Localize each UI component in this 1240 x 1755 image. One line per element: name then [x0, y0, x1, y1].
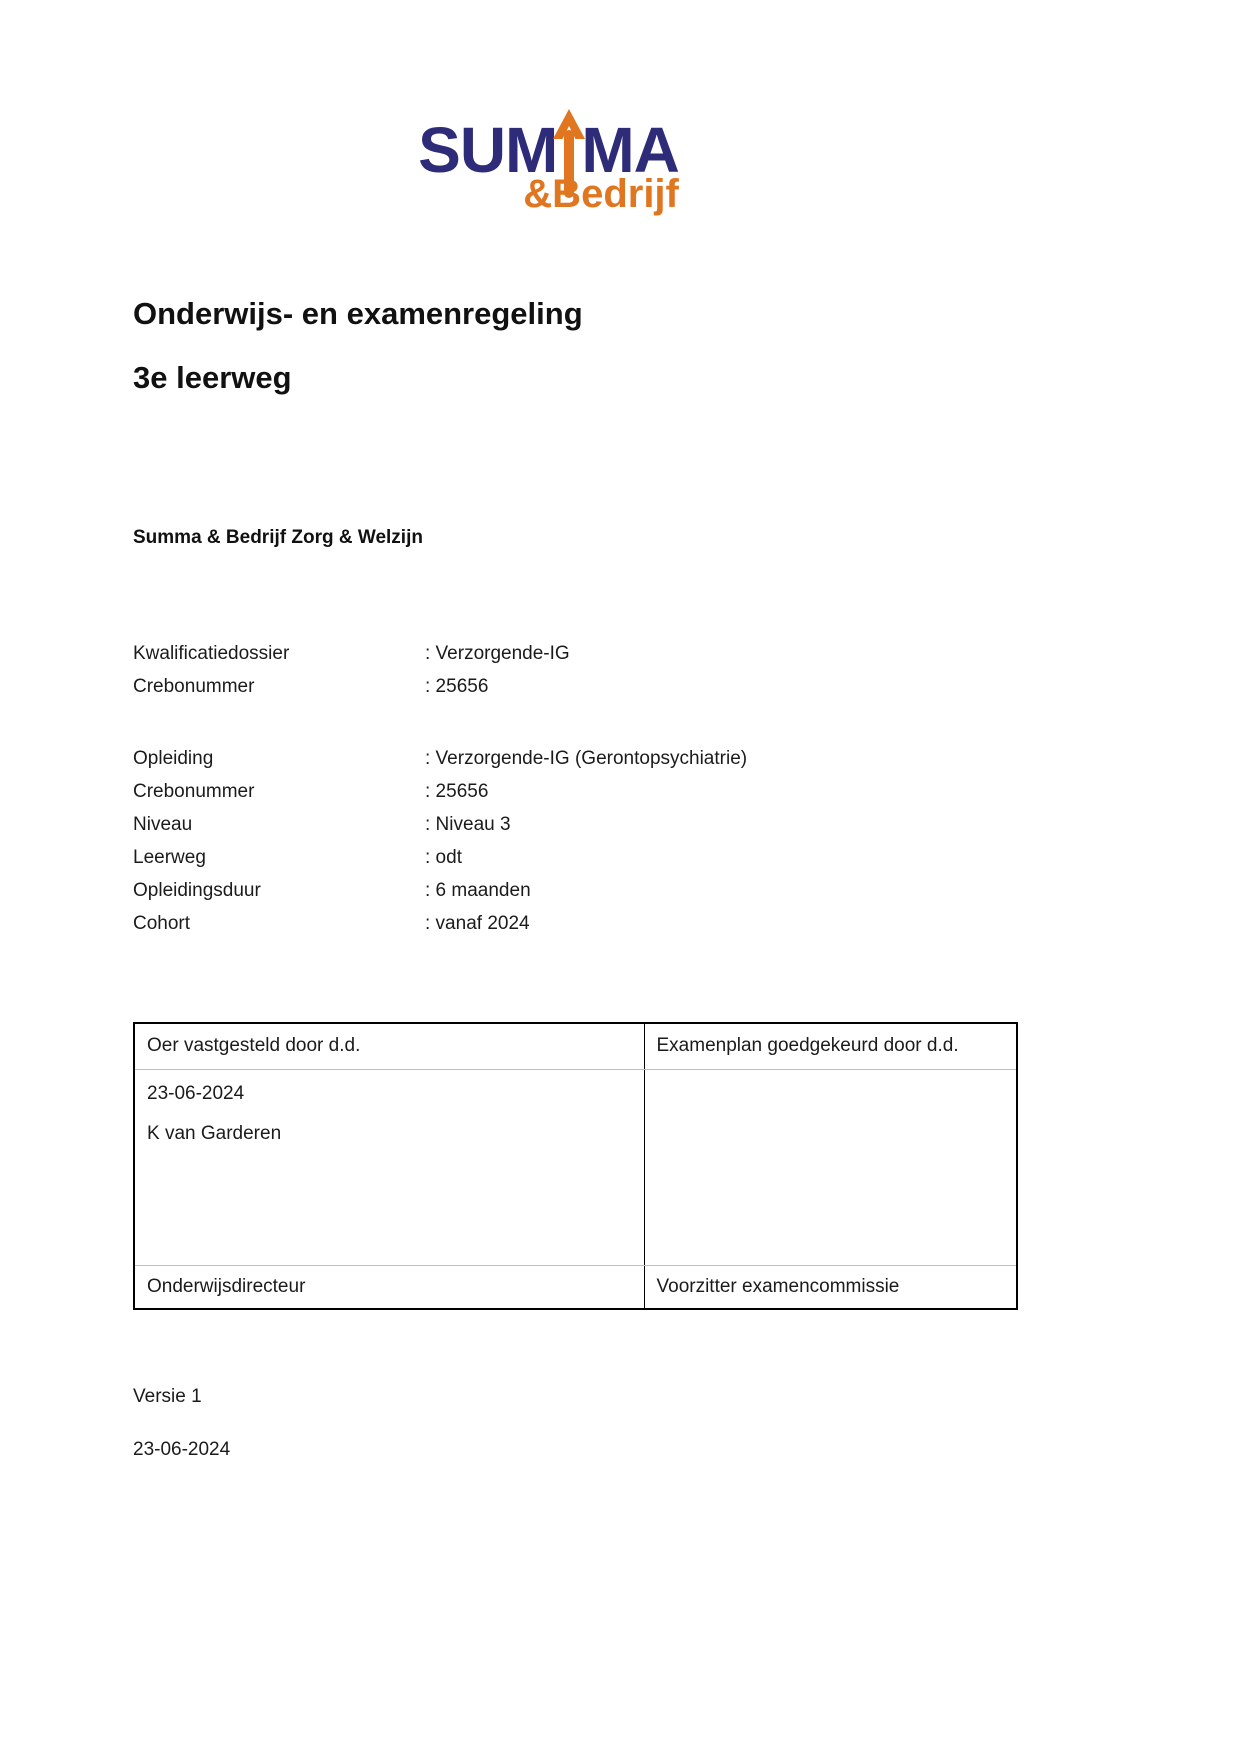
logo-subbrand: &Bedrijf: [523, 172, 679, 216]
info-value: : Niveau 3: [425, 814, 511, 835]
info-row: [133, 670, 1016, 703]
info-row: [133, 841, 1016, 874]
program-info-block: [133, 742, 1016, 940]
info-row: [133, 775, 1016, 808]
logo-text-ma: MA: [581, 114, 679, 186]
signature-cell-left: [134, 1069, 644, 1265]
approval-table-role-row: [134, 1265, 1017, 1309]
version-date: 23-06-2024: [133, 1439, 231, 1460]
summa-bedrijf-logo: [418, 114, 679, 216]
info-label: Kwalificatiedossier: [133, 643, 290, 664]
info-value: : 25656: [425, 781, 489, 802]
approval-table-header-row: [134, 1023, 1017, 1069]
info-value: : vanaf 2024: [425, 913, 530, 934]
info-label: Opleidingsduur: [133, 880, 261, 901]
approval-table: [133, 1022, 1018, 1310]
qualification-info-block: [133, 637, 1016, 703]
document-content: [0, 114, 1240, 1461]
document-title-line2: 3e leerweg: [133, 360, 292, 395]
info-label: Cohort: [133, 913, 191, 934]
version-label: Versie 1: [133, 1386, 202, 1407]
info-row: [133, 742, 1016, 775]
info-label: Leerweg: [133, 847, 206, 868]
approver-name: K van Garderen: [147, 1122, 282, 1144]
info-label: Crebonummer: [133, 676, 255, 697]
table-header-examenplan-goedgekeurd: Examenplan goedgekeurd door d.d.: [644, 1023, 1017, 1069]
organization-subtitle: Summa & Bedrijf Zorg & Welzijn: [133, 527, 423, 548]
logo-text-sum: SUM: [418, 114, 558, 186]
info-row: [133, 808, 1016, 841]
info-value: : odt: [425, 847, 462, 868]
info-row: [133, 874, 1016, 907]
info-row: [133, 907, 1016, 940]
approval-date: 23-06-2024: [147, 1082, 245, 1104]
info-value: : 25656: [425, 676, 489, 697]
info-value: : 6 maanden: [425, 880, 531, 901]
role-voorzitter-examencommissie: Voorzitter examencommissie: [644, 1265, 1017, 1309]
info-label: Niveau: [133, 814, 193, 835]
approval-table-signature-row: [134, 1069, 1017, 1265]
info-row: [133, 637, 1016, 670]
info-value: : Verzorgende-IG: [425, 643, 570, 664]
table-header-oer-vastgesteld: Oer vastgesteld door d.d.: [134, 1023, 644, 1069]
signature-cell-right: [644, 1069, 1017, 1265]
info-label: Opleiding: [133, 748, 214, 769]
info-label: Crebonummer: [133, 781, 255, 802]
info-value: : Verzorgende-IG (Gerontopsychiatrie): [425, 748, 748, 769]
role-onderwijsdirecteur: Onderwijsdirecteur: [147, 1275, 306, 1297]
document-title-line1: Onderwijs- en examenregeling: [133, 296, 583, 331]
